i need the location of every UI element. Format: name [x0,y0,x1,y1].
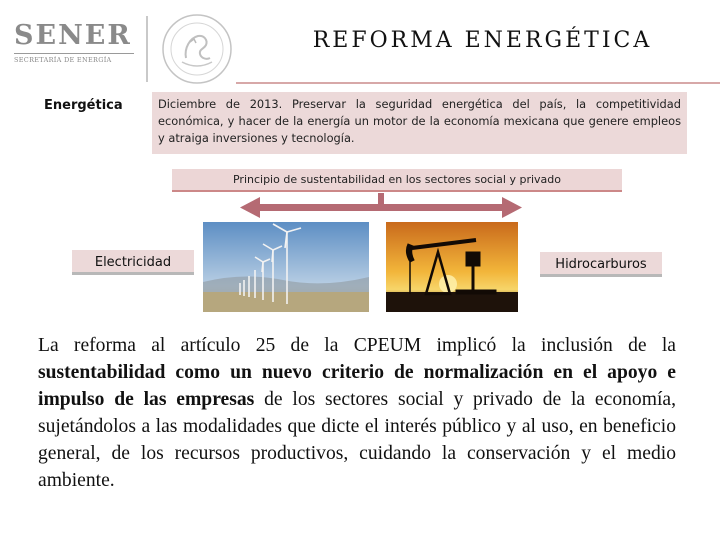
mexico-seal-icon [160,12,234,86]
body-text-part2: de los sectores social y privado de la economía, sujetándolos a las modalidades que dicte el interés público y al uso, en beneficio general, de los recursos productivos, cuidando la conservación y el medio ambiente. [38,389,676,491]
sector-label-electricidad: Electricidad [72,250,194,275]
body-text-emphasis: sustentabilidad como un nuevo criterio de normalización en el apoyo e impulso de las empresas [38,362,676,410]
principle-banner: Principio de sustentabilidad en los sectores social y privado [172,169,622,192]
section-label: Energética [44,98,123,113]
logo-subtitle: SECRETARÍA DE ENERGÍA [14,56,112,64]
logo-rule [14,53,134,54]
header-divider [146,16,148,82]
sector-label-hidrocarburos: Hidrocarburos [540,252,662,277]
sener-logo [14,20,134,64]
logo-word: SENER [14,20,132,51]
wind-turbines-photo [203,222,369,312]
page-title: REFORMA ENERGÉTICA [312,28,653,53]
body-paragraph [38,332,676,494]
intro-box: Diciembre de 2013. Preservar la seguridad energética del país, la competitividad económica, y hacer de la energía un motor de la economía mexicana que genere empleos y atraiga inversiones y tecnología. [152,92,687,154]
title-underline [236,82,720,84]
body-text-part1: La reforma al artículo 25 de la CPEUM implicó la inclusión de la [38,335,676,356]
oil-pumpjack-photo [386,222,518,312]
